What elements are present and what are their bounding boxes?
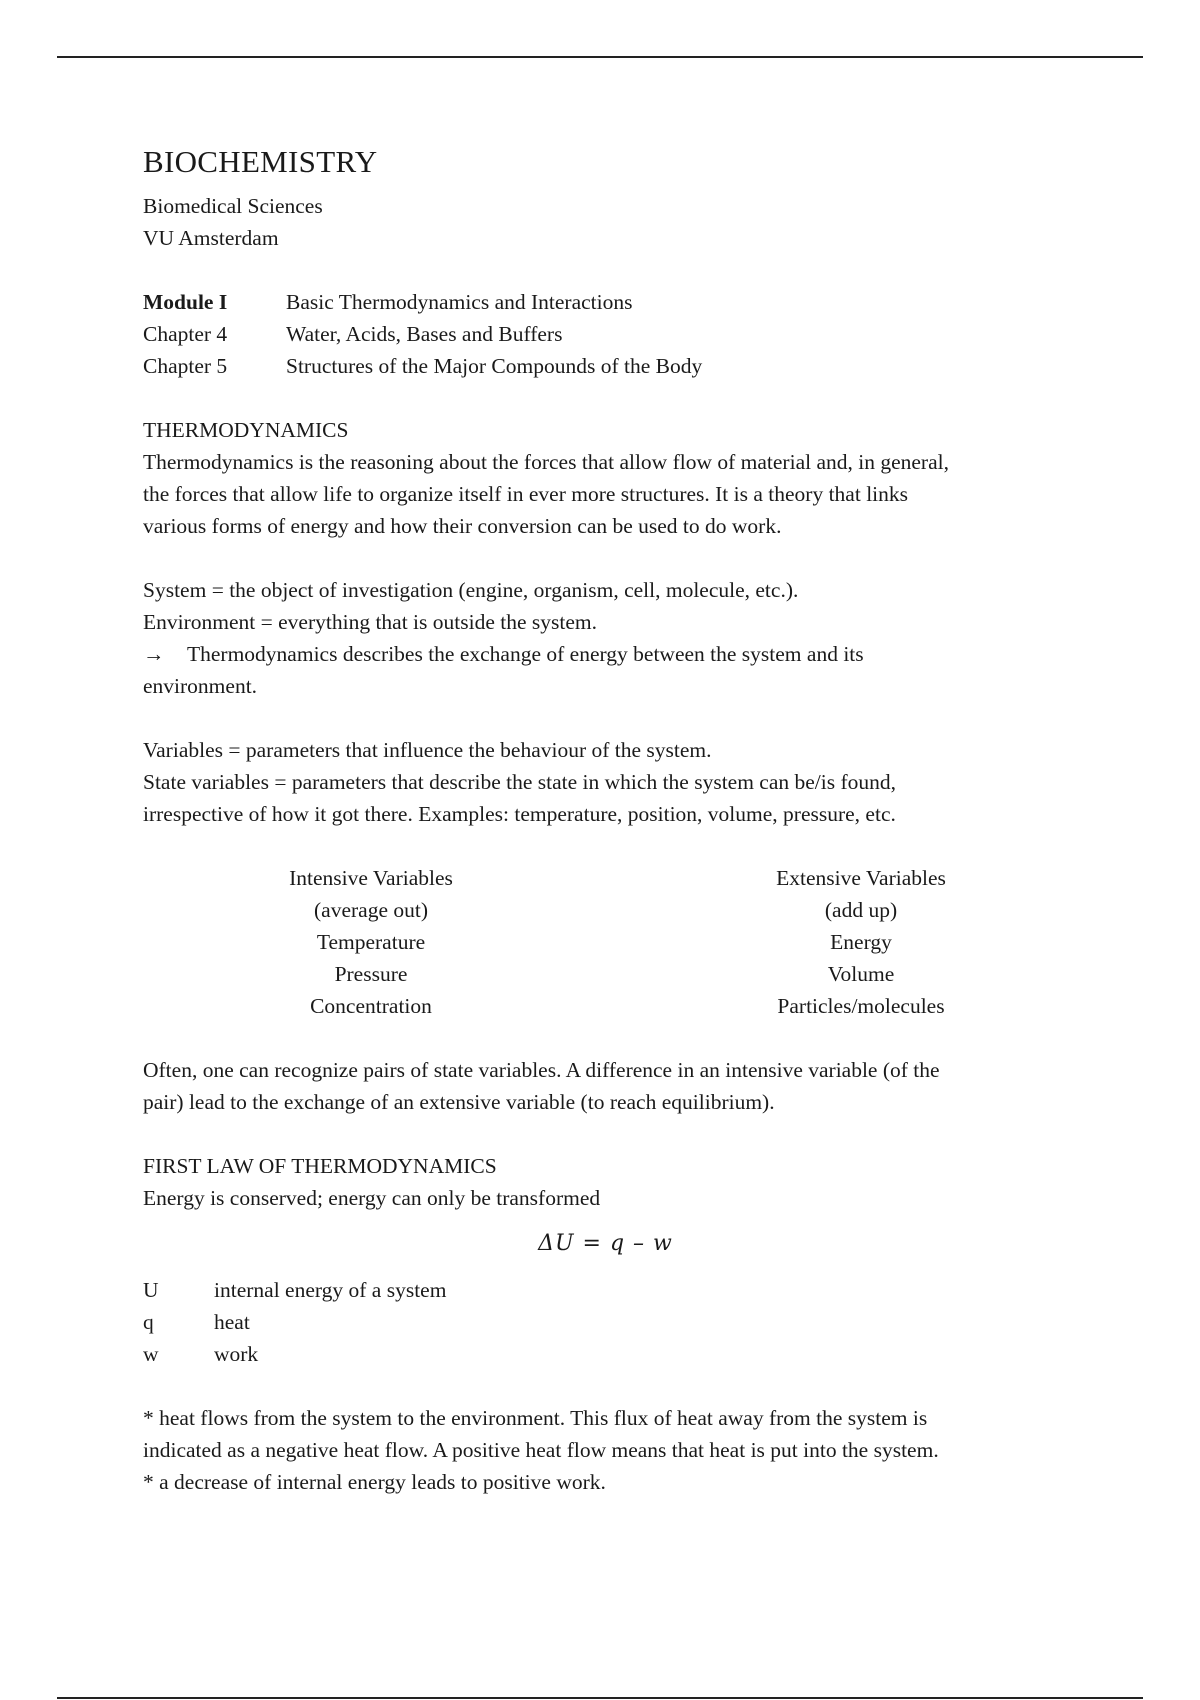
variables-table	[143, 862, 1068, 1022]
system-definition: System = the object of investigation (engine, organism, cell, molecule, etc.).	[143, 578, 799, 602]
module-list	[143, 286, 1068, 382]
top-rule	[57, 56, 1143, 58]
intensive-header: Intensive Variables	[289, 866, 453, 890]
first-law-heading: FIRST LAW OF THERMODYNAMICS	[143, 1154, 497, 1178]
spacer	[143, 1370, 1068, 1402]
symbol-row	[143, 1274, 1068, 1306]
symbol-description: heat	[214, 1310, 250, 1334]
symbol-row	[143, 1306, 1068, 1338]
extensive-item: Particles/molecules	[777, 994, 945, 1018]
paragraph-line: environment.	[143, 674, 258, 698]
intensive-item: Concentration	[310, 994, 432, 1018]
arrow-statement	[143, 638, 1068, 670]
environment-definition: Environment = everything that is outside the system.	[143, 610, 597, 634]
bottom-rule	[57, 1697, 1143, 1699]
symbol-description: work	[214, 1342, 259, 1366]
spacer	[143, 1118, 1068, 1150]
spacer	[143, 830, 1068, 862]
intensive-subheader: (average out)	[314, 898, 428, 922]
paragraph-line: State variables = parameters that describe the state in which the system can be/is found,	[143, 770, 897, 794]
chapter-key: Chapter 5	[143, 354, 228, 378]
symbol: w	[143, 1342, 159, 1366]
intensive-column	[246, 862, 496, 1022]
intensive-item: Pressure	[334, 962, 408, 986]
right-arrow-icon: →	[143, 642, 165, 666]
extensive-subheader: (add up)	[824, 898, 898, 922]
spacer	[143, 542, 1068, 574]
extensive-header: Extensive Variables	[776, 866, 946, 890]
first-law-statement: Energy is conserved; energy can only be transformed	[143, 1186, 601, 1210]
institution-name: VU Amsterdam	[143, 226, 279, 250]
chapter-value: Structures of the Major Compounds of the Body	[286, 354, 703, 378]
module-row	[143, 286, 1068, 318]
chapter-value: Water, Acids, Bases and Buffers	[286, 322, 563, 346]
paragraph-line: Often, one can recognize pairs of state variables. A difference in an intensive variable (of the	[143, 1058, 940, 1082]
paragraph-line: the forces that allow life to organize itself in ever more structures. It is a theory that links	[143, 482, 909, 506]
symbol-legend	[143, 1274, 1068, 1370]
thermodynamics-heading: THERMODYNAMICS	[143, 418, 349, 442]
note-line: * a decrease of internal energy leads to positive work.	[143, 1470, 606, 1494]
document-title: BIOCHEMISTRY	[143, 144, 378, 179]
spacer	[143, 254, 1068, 286]
paragraph-line: pair) lead to the exchange of an extensive variable (to reach equilibrium).	[143, 1090, 775, 1114]
paragraph-line: irrespective of how it got there. Examples: temperature, position, volume, pressure, etc.	[143, 802, 896, 826]
symbol: U	[143, 1278, 159, 1302]
variables-definition: Variables = parameters that influence the behaviour of the system.	[143, 738, 712, 762]
symbol-row	[143, 1338, 1068, 1370]
chapter-row	[143, 350, 1068, 382]
paragraph-line: various forms of energy and how their conversion can be used to do work.	[143, 514, 782, 538]
symbol-description: internal energy of a system	[214, 1278, 447, 1302]
extensive-item: Volume	[827, 962, 895, 986]
program-name: Biomedical Sciences	[143, 194, 323, 218]
note-line: indicated as a negative heat flow. A positive heat flow means that heat is put into the system.	[143, 1438, 939, 1462]
chapter-key: Chapter 4	[143, 322, 228, 346]
module-value: Basic Thermodynamics and Interactions	[286, 290, 633, 314]
intensive-item: Temperature	[316, 930, 426, 954]
spacer	[143, 382, 1068, 414]
chapter-row	[143, 318, 1068, 350]
module-key: Module I	[143, 290, 228, 314]
document-body	[143, 140, 1068, 1498]
extensive-column	[736, 862, 986, 1022]
note-line: * heat flows from the system to the environment. This flux of heat away from the system is	[143, 1406, 928, 1430]
spacer	[143, 702, 1068, 734]
extensive-item: Energy	[830, 930, 892, 954]
paragraph-line: Thermodynamics describes the exchange of energy between the system and its	[187, 642, 864, 666]
paragraph-line: Thermodynamics is the reasoning about the forces that allow flow of material and, in general,	[143, 450, 949, 474]
first-law-formula: ΔU = q – w	[538, 1231, 673, 1256]
spacer	[143, 1022, 1068, 1054]
symbol: q	[143, 1310, 154, 1334]
